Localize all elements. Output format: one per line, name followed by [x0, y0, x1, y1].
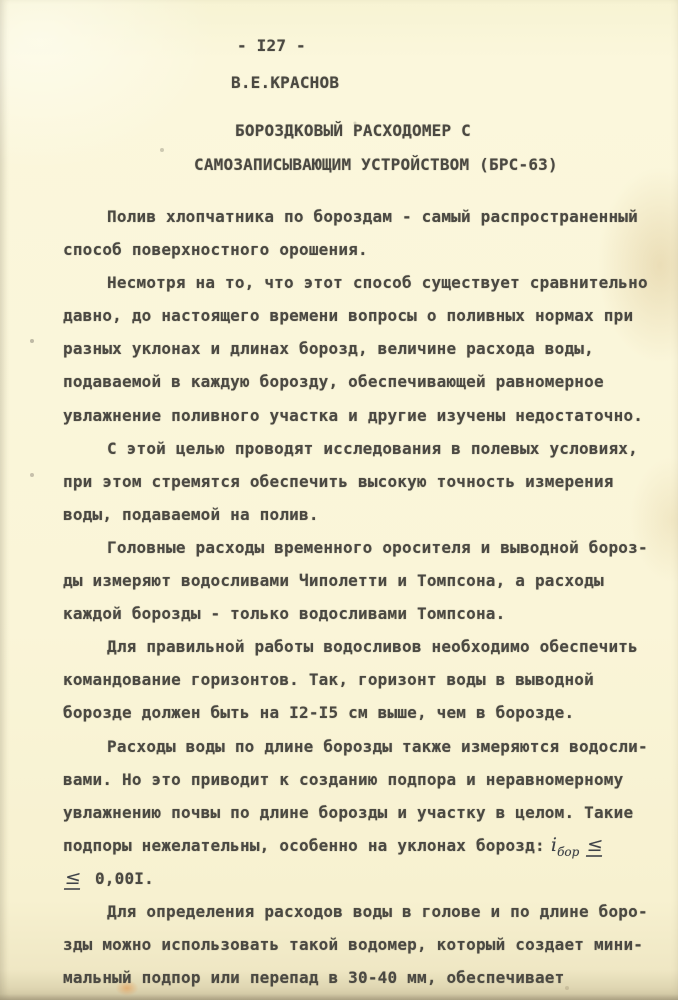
- typed-text: Головные расходы временного оросителя и выводной бороз-: [107, 537, 648, 557]
- typed-text: Полив хлопчатника по бороздам - самый распространенный: [107, 207, 638, 226]
- typed-text: подпоры нежелательны, особенно на уклонах борозд:: [63, 835, 545, 855]
- typed-text: давно, до настоящего времени вопросы о поливных нормах при: [63, 306, 634, 326]
- text-line: [63, 564, 663, 597]
- text-line: [63, 630, 663, 663]
- typed-text: воды, подаваемой на полив.: [63, 504, 319, 524]
- handwritten-formula: [550, 833, 605, 859]
- typed-text: Несмотря на то, что этот способ существует сравнительно: [107, 273, 648, 293]
- typed-text: подаваемой в каждую борозду, обеспечивающей равномерное: [63, 372, 604, 392]
- typed-text: С этой целью проводят исследования в полевых условиях,: [107, 438, 638, 458]
- typed-text: Расходы воды по длине борозды также измеряются водосли-: [107, 736, 648, 756]
- formula-variable: i: [550, 833, 558, 856]
- typed-text: увлажнению почвы по длине борозды и участку в целом. Такие: [63, 802, 634, 822]
- text-line: [63, 365, 663, 398]
- page-number: - I27 -: [237, 36, 306, 55]
- text-line: [63, 763, 663, 796]
- text-line: [63, 299, 663, 332]
- text-line: [63, 829, 663, 862]
- typed-text: командование горизонтов. Так, горизонт воды в выводной: [63, 670, 594, 690]
- text-line: [63, 233, 663, 266]
- typed-text: ды измеряют водосливами Чиполетти и Томпсона, а расходы: [63, 571, 604, 591]
- typed-text: Для определения расходов воды в голове и по длине боро-: [107, 901, 648, 921]
- document-body: [63, 200, 663, 994]
- typed-text: Для правильной работы водосливов необходимо обеспечить: [107, 637, 638, 657]
- typed-text: каждой борозды - только водосливами Томпсона.: [63, 604, 506, 624]
- text-line: [63, 730, 663, 763]
- text-line: [63, 332, 663, 365]
- text-line: [63, 796, 663, 829]
- typed-text: вами. Но это приводит к созданию подпора и неравномерному: [63, 769, 624, 789]
- document-title-line-1: БОРОЗДКОВЫЙ РАСХОДОМЕР С: [235, 121, 471, 140]
- text-line: [63, 200, 663, 233]
- text-line: [63, 465, 663, 498]
- text-line: [63, 399, 663, 432]
- formula-subscript: бор: [557, 844, 580, 859]
- text-line: [63, 531, 663, 564]
- typed-text: при этом стремятся обеспечить высокую точность измерения: [63, 471, 614, 491]
- typed-text: разных уклонах и длинах борозд, величине расхода воды,: [63, 339, 594, 359]
- text-line: [63, 895, 663, 928]
- typed-text: борозде должен быть на I2-I5 см выше, чем в борозде.: [63, 703, 575, 723]
- text-line: [63, 928, 663, 961]
- text-line: [63, 961, 663, 994]
- text-line: [63, 597, 663, 630]
- text-line: [63, 663, 663, 696]
- document-title-line-2: САМОЗАПИСЫВАЮЩИМ УСТРОЙСТВОМ (БРС-63): [194, 155, 558, 174]
- author-name: В.Е.КРАСНОВ: [231, 73, 340, 92]
- handwritten-leq: [57, 867, 81, 889]
- typed-text: способ поверхностного орошения.: [63, 240, 368, 260]
- text-line: [63, 266, 663, 299]
- less-or-equal-symbol: ≤: [64, 866, 83, 889]
- typed-text: мальный подпор или перепад в 30-40 мм, обеспечивает: [63, 968, 565, 988]
- typed-text: зды можно использовать такой водомер, который создает мини-: [63, 935, 644, 955]
- typed-text: 0,00I.: [85, 868, 154, 888]
- text-line: [63, 696, 663, 729]
- text-line: [63, 498, 663, 531]
- text-line: [63, 862, 663, 895]
- scan-speckles: [0, 0, 2, 2]
- less-or-equal-symbol: ≤: [586, 833, 605, 856]
- text-line: [63, 432, 663, 465]
- typed-text: увлажнение поливного участка и другие изучены недостаточно.: [63, 405, 644, 425]
